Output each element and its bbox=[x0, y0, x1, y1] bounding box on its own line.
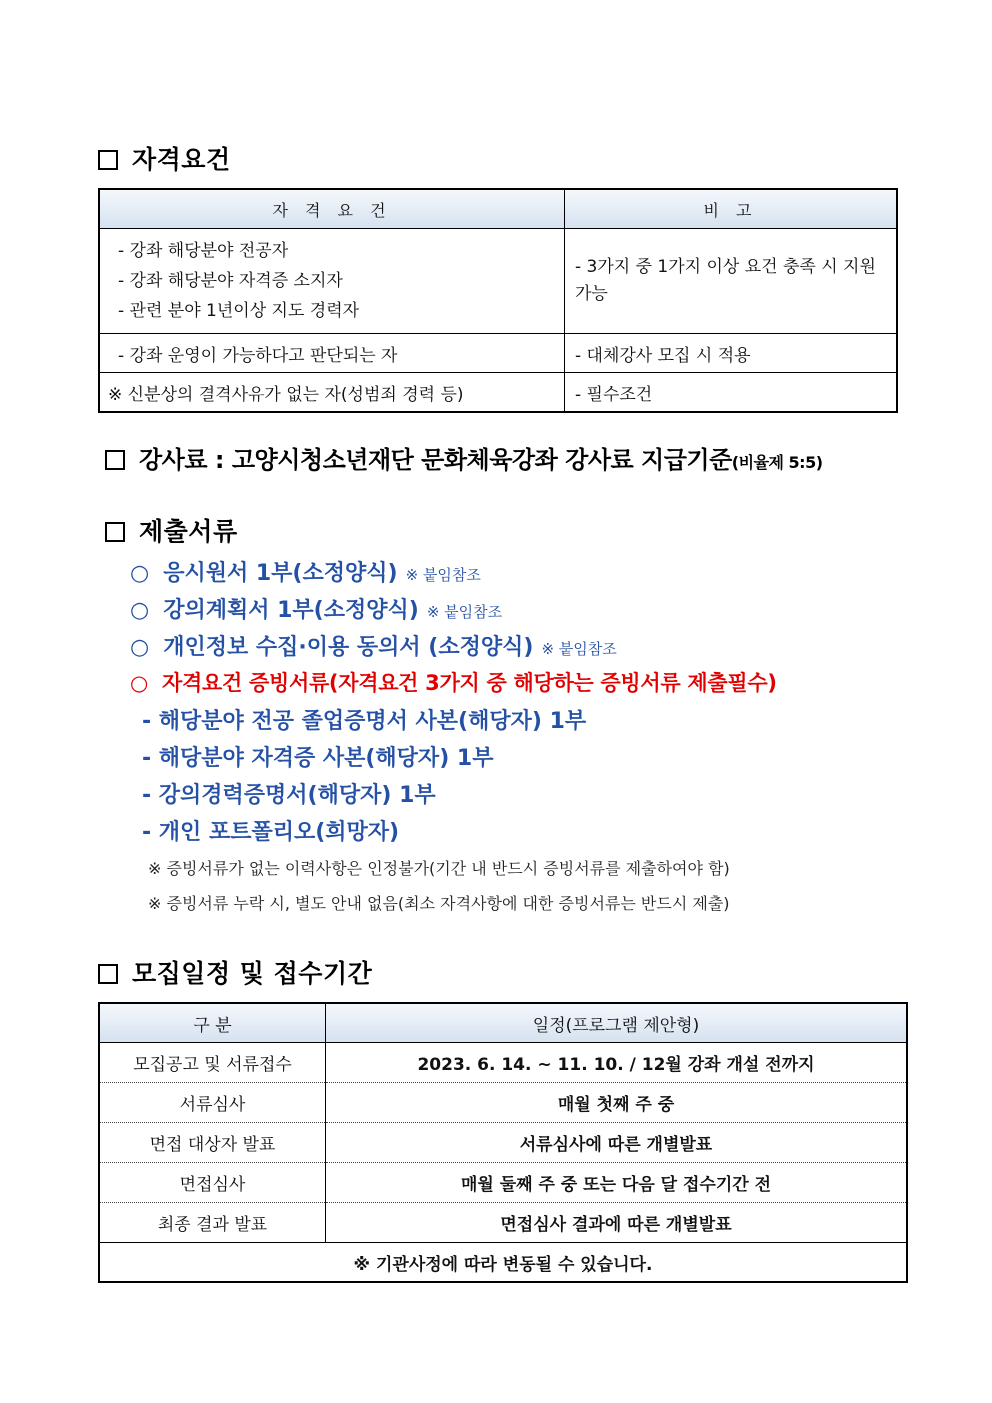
qualification-cell: - 강좌 운영이 가능하다고 판단되는 자 bbox=[99, 334, 565, 373]
circle-bullet-icon: ○ bbox=[130, 561, 150, 586]
schedule-label: 면접 대상자 발표 bbox=[99, 1123, 326, 1163]
table-row bbox=[99, 334, 897, 373]
schedule-label: 면접심사 bbox=[99, 1163, 326, 1203]
schedule-footnote: ※ 기관사정에 따라 변동될 수 있습니다. bbox=[99, 1243, 907, 1283]
circle-bullet-icon: ○ bbox=[130, 598, 150, 623]
circle-bullet-icon: ○ bbox=[130, 671, 149, 695]
document-note: ※ 증빙서류가 없는 이력사항은 인정불가(기간 내 반드시 증빙서류를 제출하여야 함) bbox=[148, 859, 730, 878]
documents-heading bbox=[105, 512, 238, 548]
col-header-remarks: 비 고 bbox=[565, 189, 898, 229]
table-row bbox=[99, 1083, 907, 1123]
col-header-qualifications: 자 격 요 건 bbox=[99, 189, 565, 229]
sub-list-item: - 강의경력증명서(해당자) 1부 bbox=[142, 783, 436, 808]
table-row bbox=[99, 1043, 907, 1083]
list-item: ○ 개인정보 수집·이용 동의서 (소정양식) ※ 붙임참조 bbox=[130, 635, 617, 660]
qualification-line: - 강좌 해당분야 전공자 bbox=[118, 241, 289, 261]
checkbox-square-icon bbox=[105, 522, 125, 542]
attachment-ref: ※ 붙임참조 bbox=[541, 640, 617, 658]
table-row bbox=[99, 1123, 907, 1163]
list-item-required: ○ 자격요건 증빙서류(자격요건 3가지 중 해당하는 증빙서류 제출필수) bbox=[130, 671, 777, 695]
list-item: ○ 응시원서 1부(소정양식) ※ 붙임참조 bbox=[130, 561, 481, 586]
schedule-label: 모집공고 및 서류접수 bbox=[99, 1043, 326, 1083]
list-item: ○ 강의계획서 1부(소정양식) ※ 붙임참조 bbox=[130, 598, 503, 623]
document-note: ※ 증빙서류 누락 시, 별도 안내 없음(최소 자격사항에 대한 증빙서류는 반드시 제출) bbox=[148, 894, 730, 913]
table-row bbox=[99, 1163, 907, 1203]
sub-list-item: - 해당분야 전공 졸업증명서 사본(해당자) 1부 bbox=[142, 709, 587, 734]
table-header-row bbox=[99, 1003, 907, 1043]
table-row bbox=[99, 229, 897, 334]
qualification-line: - 관련 분야 1년이상 지도 경력자 bbox=[118, 301, 360, 321]
qualifications-heading bbox=[98, 140, 231, 176]
qualification-line: - 강좌 해당분야 자격증 소지자 bbox=[118, 271, 343, 291]
qualification-cell: ※ 신분상의 결격사유가 없는 자(성범죄 경력 등) bbox=[99, 373, 565, 413]
table-header-row bbox=[99, 189, 897, 229]
attachment-ref: ※ 붙임참조 bbox=[405, 566, 481, 584]
qualifications-table bbox=[98, 188, 898, 413]
schedule-label: 서류심사 bbox=[99, 1083, 326, 1123]
schedule-value: 면접심사 결과에 따른 개별발표 bbox=[326, 1203, 908, 1243]
table-row bbox=[99, 373, 897, 413]
sub-list-item: - 해당분야 자격증 사본(해당자) 1부 bbox=[142, 746, 494, 771]
checkbox-square-icon bbox=[105, 450, 125, 470]
schedule-title: 모집일정 및 접수기간 bbox=[132, 959, 373, 988]
qualifications-title: 자격요건 bbox=[132, 145, 231, 174]
schedule-label: 최종 결과 발표 bbox=[99, 1203, 326, 1243]
remark-cell: - 필수조건 bbox=[565, 373, 898, 413]
schedule-value: 매월 첫째 주 중 bbox=[326, 1083, 908, 1123]
schedule-value: 매월 둘째 주 중 또는 다음 달 접수기간 전 bbox=[326, 1163, 908, 1203]
checkbox-square-icon bbox=[98, 964, 118, 984]
table-footer-row bbox=[99, 1243, 907, 1283]
remark-cell: - 대체강사 모집 시 적용 bbox=[565, 334, 898, 373]
fee-heading bbox=[105, 440, 823, 475]
fee-title: 강사료 : 고양시청소년재단 문화체육강좌 강사료 지급기준 bbox=[139, 446, 732, 474]
schedule-heading bbox=[98, 954, 372, 990]
remark-cell: - 3가지 중 1가지 이상 요건 충족 시 지원 가능 bbox=[575, 257, 876, 304]
documents-title: 제출서류 bbox=[139, 517, 238, 546]
col-header-schedule: 일정(프로그램 제안형) bbox=[326, 1003, 908, 1043]
attachment-ref: ※ 붙임참조 bbox=[426, 603, 503, 621]
schedule-value: 2023. 6. 14. ~ 11. 10. / 12월 강좌 개설 전까지 bbox=[326, 1043, 908, 1083]
table-row bbox=[99, 1203, 907, 1243]
col-header-category: 구 분 bbox=[99, 1003, 326, 1043]
schedule-value: 서류심사에 따른 개별발표 bbox=[326, 1123, 908, 1163]
checkbox-square-icon bbox=[98, 150, 118, 170]
qualification-list-cell bbox=[99, 229, 565, 334]
sub-list-item: - 개인 포트폴리오(희망자) bbox=[142, 820, 400, 845]
circle-bullet-icon: ○ bbox=[130, 635, 150, 660]
schedule-table bbox=[98, 1002, 908, 1283]
fee-ratio: (비율제 5:5) bbox=[731, 453, 823, 472]
